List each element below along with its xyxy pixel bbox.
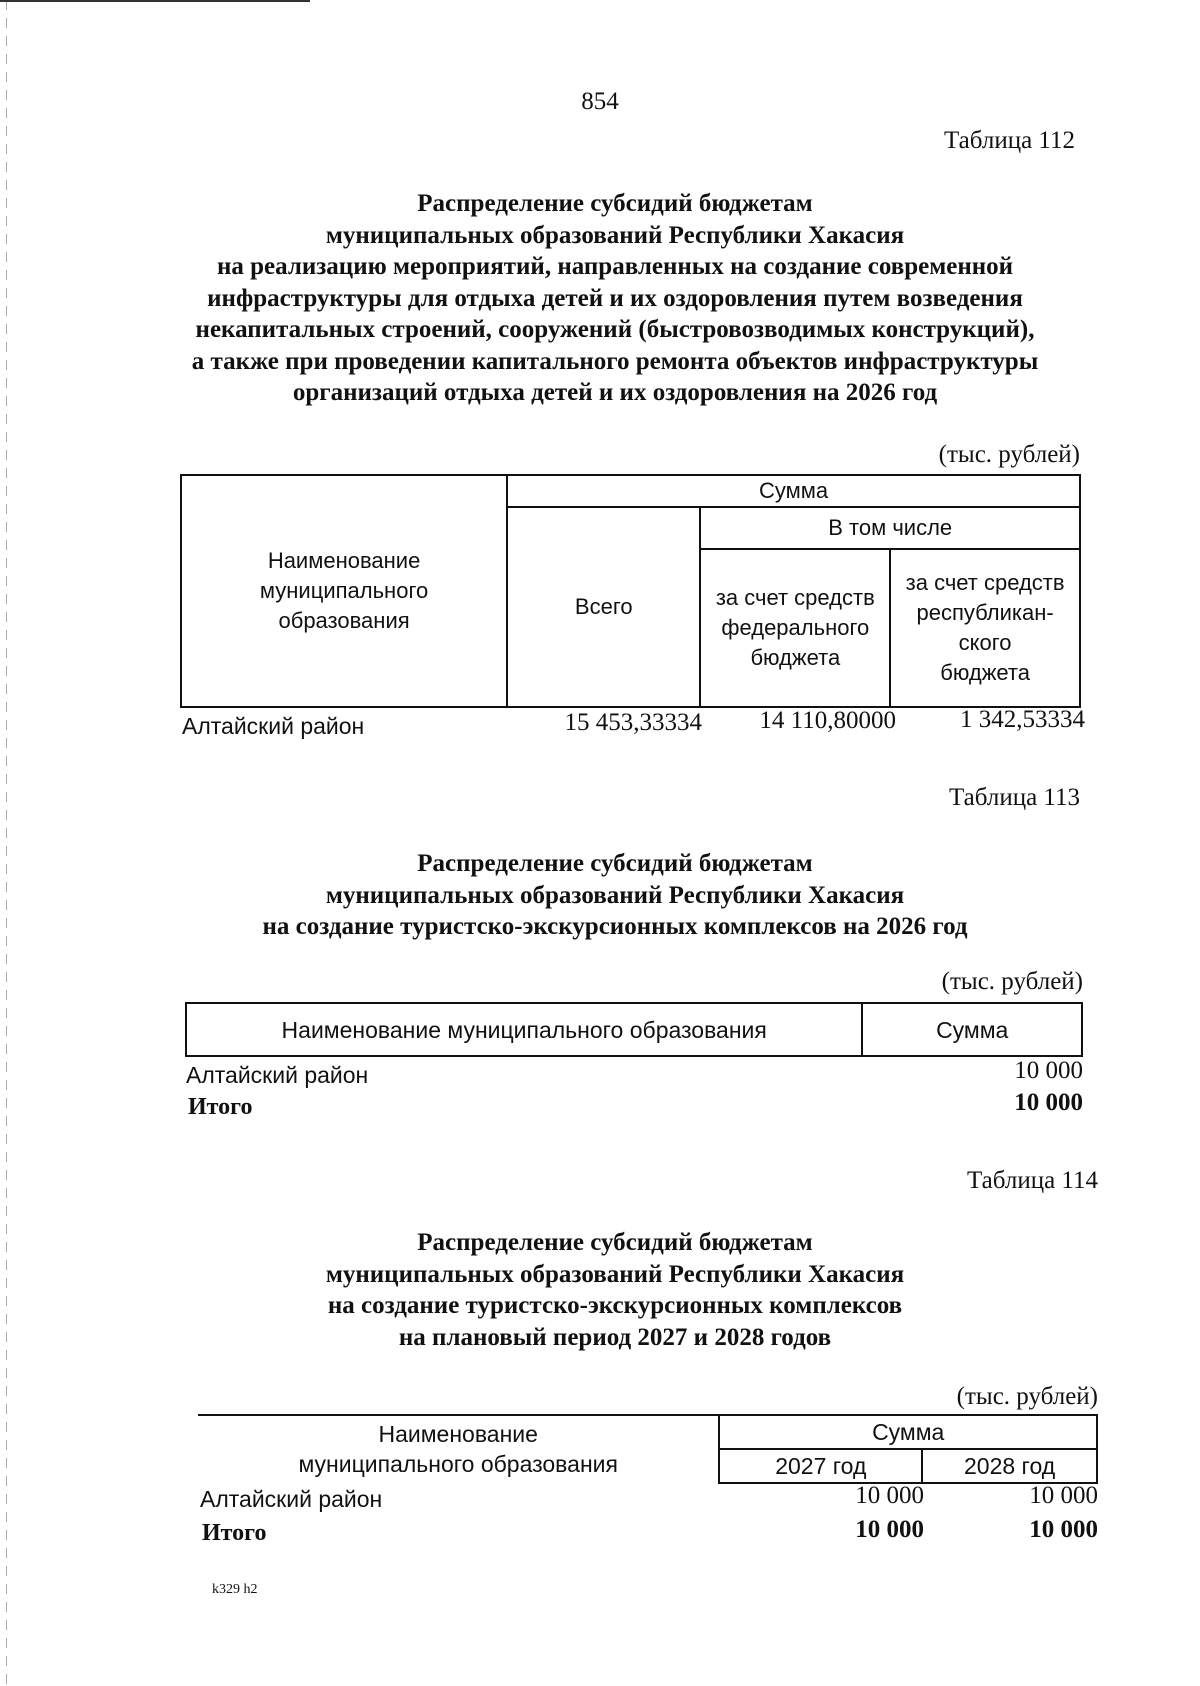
table-114-label: Таблица 114 [967,1167,1098,1194]
title-line: некапитальных строений, сооружений (быстровозводимых конструкций), [195,316,1035,343]
row-name: Алтайский район [182,713,365,739]
table-113-header [185,1002,1083,1057]
row-federal: 14 110,80000 [759,707,896,734]
header-line: республикан- [916,600,1054,625]
header-2028: 2028 год [922,1449,1097,1483]
title-line: муниципальных образований Республики Хакасия [325,881,905,909]
header-sum: Сумма [719,1415,1097,1449]
title-line: инфраструктуры для отдыха детей и их оздоровления путем возведения [207,284,1023,312]
header-line: за счет средств [905,570,1065,595]
header-federal [700,549,890,707]
header-incl: В том числе [700,507,1080,549]
title-line: на плановый период 2027 и 2028 годов [398,1323,832,1351]
row-republic: 1 342,53334 [960,706,1085,733]
header-line: Наименование [267,548,421,573]
row-sum: 10 000 [1014,1057,1083,1084]
total-sum: 10 000 [1014,1089,1083,1116]
title-line: на создание туристско-экскурсионных комплексов на 2026 год [262,913,968,940]
title-line: на реализацию мероприятий, направленных на создание современной [216,253,1014,280]
scan-edge-left [6,0,7,1686]
header-line: муниципального [259,578,429,603]
units-label: (тыс. рублей) [956,1383,1098,1410]
title-line: Распределение субсидий бюджетам [417,850,813,877]
header-line: ского [958,630,1012,655]
header-line: бюджета [750,645,841,670]
header-line: бюджета [940,660,1030,685]
row-name: Алтайский район [200,1486,383,1512]
table-113-label: Таблица 113 [949,784,1080,811]
header-total: Всего [507,507,700,707]
total-2027: 10 000 [855,1516,924,1543]
footer-code: k329 h2 [212,1582,258,1597]
header-line: Наименование [378,1421,538,1447]
header-line: за счет средств [715,585,875,610]
header-name: Наименование муниципального образования [186,1003,862,1056]
row-total: 15 453,33334 [564,709,702,736]
header-name [198,1415,719,1483]
header-line: муниципального образования [298,1451,618,1477]
header-2027: 2027 год [719,1449,922,1483]
title-line: а также при проведении капитального ремонта объектов инфраструктуры [191,347,1039,375]
title-line: организаций отдыха детей и их оздоровления на 2026 год [292,379,938,406]
units-label: (тыс. рублей) [938,441,1080,468]
table-113-title [150,848,1080,943]
header-republic [890,549,1080,707]
title-line: Распределение субсидий бюджетам [417,190,813,217]
units-label: (тыс. рублей) [941,968,1083,995]
total-2028: 10 000 [1029,1516,1098,1543]
table-112-header [180,474,1081,708]
row-name: Алтайский район [186,1062,369,1088]
table-112-title [150,188,1080,409]
total-name: Итого [188,1094,253,1120]
header-sum: Сумма [507,475,1080,507]
rule [198,1414,720,1416]
table-114-title [150,1227,1080,1353]
table-114-header [198,1414,1098,1484]
title-line: муниципальных образований Республики Хакасия [325,221,905,249]
header-line: федерального [721,615,870,640]
table-112-label: Таблица 112 [944,127,1075,154]
page-number: 854 [581,88,619,115]
title-line: Распределение субсидий бюджетам [417,1229,813,1256]
scan-edge-top [0,0,310,2]
header-sum: Сумма [862,1003,1082,1056]
row-2028: 10 000 [1029,1482,1098,1509]
title-line: на создание туристско-экскурсионных комплексов [327,1292,903,1319]
header-name [181,475,507,707]
total-name: Итого [202,1520,267,1546]
title-line: муниципальных образований Республики Хакасия [325,1260,905,1288]
row-2027: 10 000 [855,1482,924,1509]
header-line: образования [278,608,410,633]
